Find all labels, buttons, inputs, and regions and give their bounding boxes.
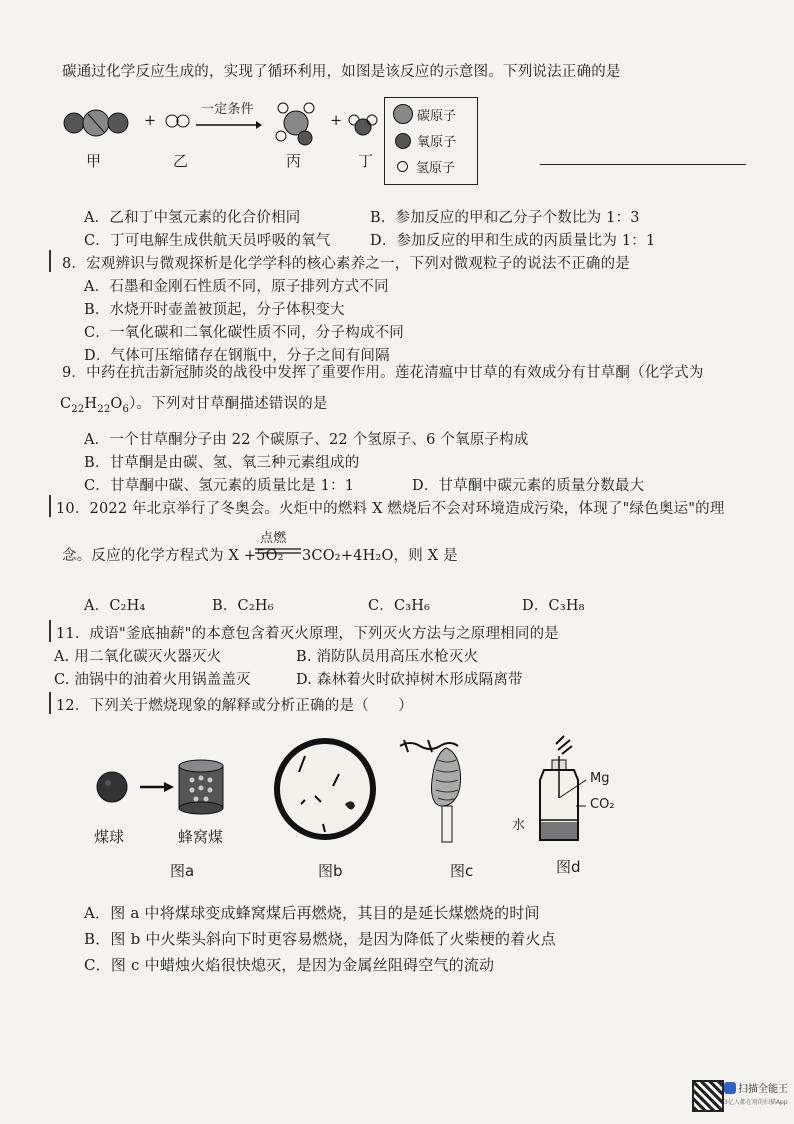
q7-option-d: D．参加反应的甲和生成的丙质量比为 1：1 — [370, 233, 656, 249]
molecule-jia — [64, 108, 128, 138]
camscanner-subtitle: 3亿人都在用的扫描App — [724, 1099, 788, 1106]
honeycomb-coal-icon — [178, 760, 224, 814]
caption-fig-b: 图b — [318, 862, 343, 880]
q11-option-a: A. 用二氧化碳灭火器灭火 — [54, 649, 222, 665]
reaction-arrow-icon — [196, 120, 262, 130]
arrow-right-icon — [140, 782, 174, 792]
legend-hydrogen: 氢原子 — [416, 161, 456, 176]
label-water: 水 — [512, 818, 526, 833]
q10-option-b: B．C₂H₆ — [212, 598, 274, 614]
caption-fig-a: 图a — [170, 862, 195, 880]
label-bing: 丙 — [286, 152, 302, 170]
oxygen-atom-icon — [395, 133, 411, 149]
q10-condition: 点燃 — [260, 531, 287, 546]
q9-stem-line2 — [60, 392, 328, 415]
q10-stem-line2b: 3CO₂+4H₂O，则 X 是 — [302, 548, 458, 564]
legend-oxygen: 氧原子 — [417, 135, 457, 150]
q9-option-d: D．甘草酮中碳元素的质量分数最大 — [412, 478, 645, 494]
plus-sign: + — [144, 113, 157, 129]
q12-stem: 12．下列关于燃烧现象的解释或分析正确的是（ ） — [56, 698, 413, 714]
label-yi: 乙 — [173, 152, 189, 170]
q12-option-b: B．图 b 中火柴头斜向下时更容易燃烧，是因为降低了火柴梗的着火点 — [84, 930, 556, 948]
atom-legend — [384, 97, 478, 185]
label-honeycomb-coal: 蜂窝煤 — [178, 828, 224, 846]
match-bowl-illustration — [275, 734, 375, 846]
coal-ball-icon — [96, 771, 128, 803]
legend-carbon: 碳原子 — [417, 108, 457, 124]
gas-bottle-illustration — [526, 736, 604, 846]
q10-option-a: A．C₂H₄ — [84, 598, 146, 614]
label-mg: Mg — [590, 771, 610, 786]
q9-stem2-text: ）。下列对甘草酮描述错误的是 — [129, 396, 328, 412]
q7-option-a: A．乙和丁中氢元素的化合价相同 — [84, 210, 301, 226]
q7-intro: 碳通过化学反应生成的，实现了循环利用，如图是该反应的示意图。下列说法正确的是 — [62, 64, 621, 80]
camscanner-logo-icon — [724, 1082, 736, 1094]
label-jia: 甲 — [86, 152, 102, 170]
q9-option-b: B．甘草酮是由碳、氢、氧三种元素组成的 — [84, 455, 360, 471]
q9-stem-line1: 9．中药在抗击新冠肺炎的战役中发挥了重要作用。莲花清瘟中甘草的有效成分有甘草酮（化学式为 — [62, 365, 704, 381]
q7-option-b: B．参加反应的甲和乙分子个数比为 1：3 — [370, 210, 640, 226]
plus-sign: + — [330, 113, 343, 129]
q10-stem-line1: 10．2022 年北京举行了冬奥会。火炬中的燃料 X 燃烧后不会对环境造成污染，体现了"绿色奥运"的理 — [56, 501, 725, 517]
molecule-ding — [348, 112, 378, 138]
molecule-bing — [275, 100, 317, 146]
qr-code-icon — [692, 1080, 724, 1112]
hydrogen-atom-icon — [397, 161, 408, 172]
margin-mark — [49, 692, 51, 714]
q9-option-c: C．甘草酮中碳、氢元素的质量比是 1：1 — [84, 478, 355, 494]
q12-option-c: C．图 c 中蜡烛火焰很快熄灭，是因为金属丝阻碍空气的流动 — [84, 956, 495, 974]
molecule-yi — [166, 114, 190, 128]
caption-fig-d: 图d — [556, 858, 581, 876]
q9-formula: $C_{22}H_{22}O_6$ — [60, 396, 130, 415]
carbon-atom-icon — [393, 104, 413, 124]
label-coal-ball: 煤球 — [94, 828, 125, 846]
reaction-condition: 一定条件 — [201, 102, 254, 117]
equation-equals-icon — [255, 547, 301, 555]
label-co2: CO₂ — [590, 797, 615, 812]
margin-mark — [49, 495, 51, 517]
q9-option-a: A．一个甘草酮分子由 22 个碳原子、22 个氢原子、6 个氧原子构成 — [84, 432, 529, 448]
q8-option-a: A．石墨和金刚石性质不同，原子排列方式不同 — [84, 279, 389, 295]
caption-fig-c: 图c — [450, 862, 474, 880]
q10-option-d: D．C₃H₈ — [522, 598, 585, 614]
q11-stem: 11．成语"釜底抽薪"的本意包含着灭火原理，下列灭火方法与之原理相同的是 — [56, 626, 559, 642]
q8-option-d: D．气体可压缩储存在钢瓶中，分子之间有间隔 — [84, 348, 390, 364]
candle-wire-illustration — [398, 736, 472, 846]
camscanner-title: 扫描全能王 — [738, 1084, 788, 1095]
label-ding: 丁 — [358, 152, 374, 170]
answer-blank-line — [540, 164, 746, 165]
q8-option-c: C．一氧化碳和二氧化碳性质不同，分子构成不同 — [84, 325, 404, 341]
q12-option-a: A．图 a 中将煤球变成蜂窝煤后再燃烧，其目的是延长煤燃烧的时间 — [84, 904, 540, 922]
margin-mark — [49, 620, 51, 642]
q11-option-d: D. 森林着火时砍掉树木形成隔离带 — [296, 672, 523, 688]
q11-option-b: B. 消防队员用高压水枪灭火 — [296, 649, 479, 665]
q11-option-c: C. 油锅中的油着火用锅盖盖灭 — [54, 672, 251, 688]
q7-option-c: C．丁可电解生成供航天员呼吸的氧气 — [84, 233, 331, 249]
q10-stem-line2a: 念。反应的化学方程式为 X +5O₂ — [62, 548, 284, 564]
margin-mark — [49, 250, 51, 272]
q8-option-b: B．水烧开时壶盖被顶起，分子体积变大 — [84, 302, 345, 318]
q10-option-c: C．C₃H₆ — [368, 598, 431, 614]
q8-stem: 8．宏观辨识与微观探析是化学学科的核心素养之一，下列对微观粒子的说法不正确的是 — [62, 256, 631, 272]
